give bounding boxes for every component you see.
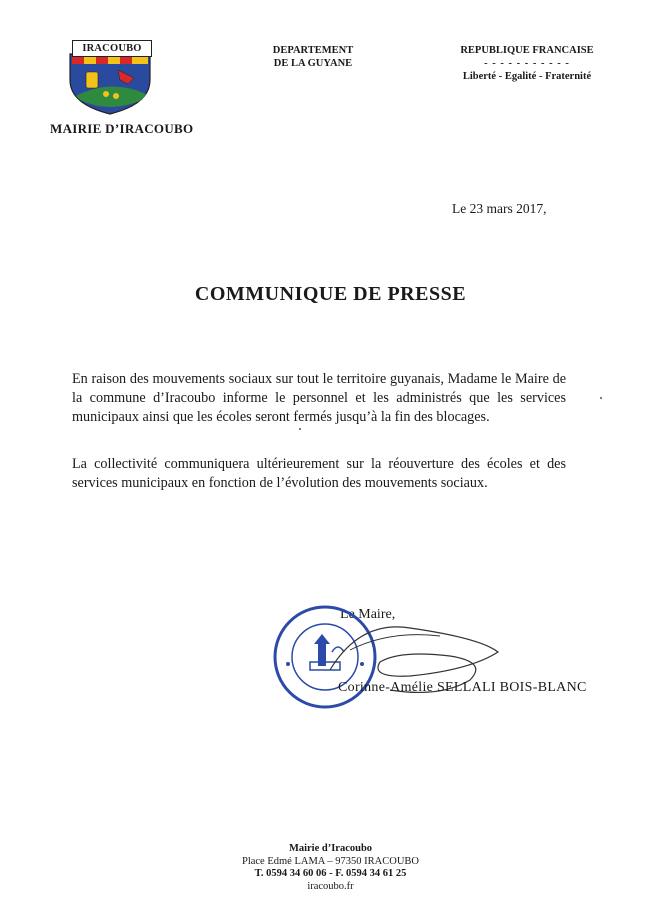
departement-line1: DEPARTEMENT [272,45,354,56]
republique-dashes: - - - - - - - - - - - [484,58,570,69]
body-paragraph-1: En raison des mouvements sociaux sur tout le territoire guyanais, Madame le Maire de la commune d’Iracoubo informe le personnel et les administrés que les services municipaux ainsi que les écoles seront fermés jusqu’à la fin des blocages. [72,371,566,425]
organization-name: MAIRIE D’IRACOUBO [50,121,194,136]
republique-header [446,44,608,83]
signatory-name: Corinne-Amélie SELLALI BOIS-BLANC [338,680,587,695]
signatory-role: Le Maire, [340,607,396,622]
footer-address: Place Edmé LAMA – 97350 IRACOUBO [241,856,420,867]
republique-title: REPUBLIQUE FRANCAISE [460,45,594,56]
speck [299,428,301,430]
body-paragraph-2: La collectivité communiquera ultérieurement sur la réouverture des écoles et des services municipaux en fonction de l’évolution des mouvements sociaux. [72,456,566,491]
republique-devise: Liberté - Egalité - Fraternité [462,71,592,82]
footer-website: iracoubo.fr [307,881,354,892]
footer-phone: T. 0594 34 60 06 - F. 0594 34 61 25 [254,868,407,879]
departement-line2: DE LA GUYANE [273,58,353,69]
document-date: Le 23 mars 2017, [452,201,547,216]
speck [600,397,602,399]
footer-organization: Mairie d’Iracoubo [288,843,373,854]
document-title: COMMUNIQUE DE PRESSE [194,283,467,305]
crest-banner: IRACOUBO [72,40,152,57]
departement-header [256,44,370,70]
